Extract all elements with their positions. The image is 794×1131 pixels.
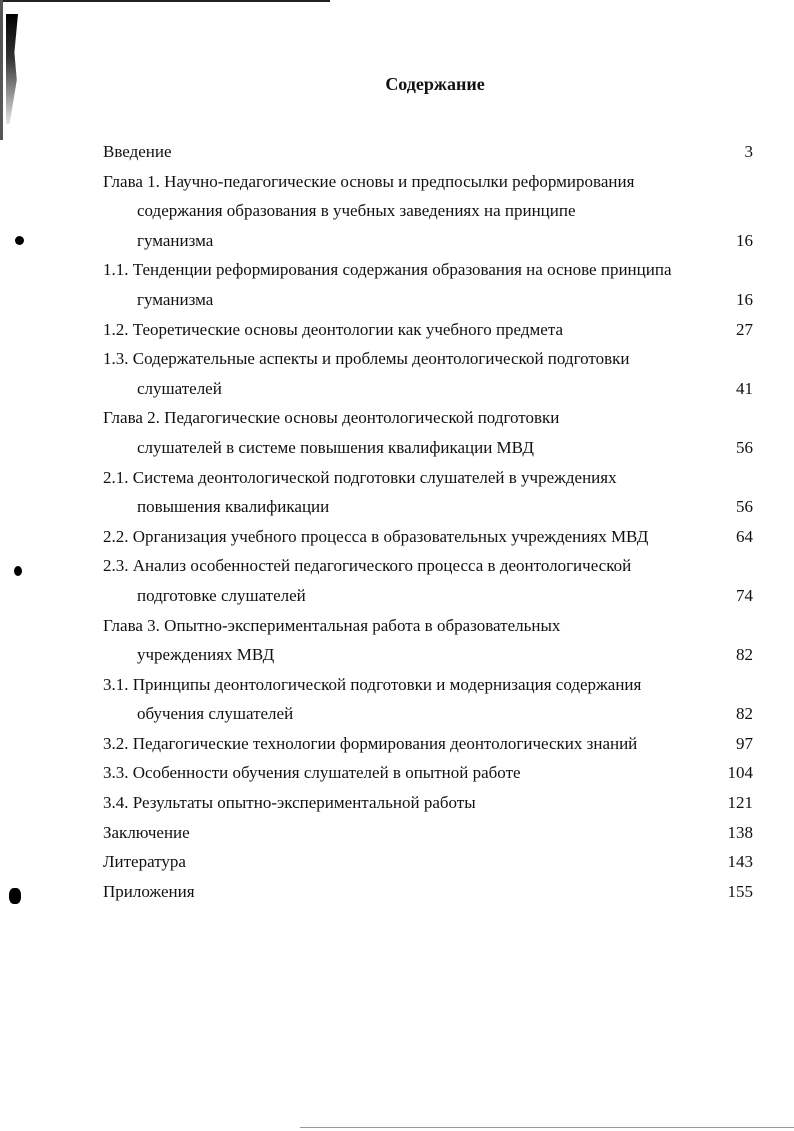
toc-entry (103, 847, 753, 877)
toc-page-number: 27 (736, 319, 753, 339)
toc-line (103, 877, 753, 907)
toc-entry-text: Литература (103, 852, 186, 872)
toc-page-number: 16 (736, 289, 753, 309)
toc-entry-text: 3.1. Принципы деонтологической подготовки и модернизация содержания (103, 674, 642, 694)
toc-page-number: 104 (727, 763, 753, 783)
scan-edge-top (0, 0, 330, 2)
toc-entry-text: 3.3. Особенности обучения слушателей в опытной работе (103, 763, 521, 783)
toc-page-number: 121 (727, 793, 753, 813)
toc-entry (103, 167, 753, 256)
toc-entry-text: Глава 2. Педагогические основы деонтологической подготовки (103, 408, 560, 428)
toc-entry-text: Глава 3. Опытно-экспериментальная работа в образовательных (103, 615, 561, 635)
toc-page-number: 56 (736, 437, 753, 457)
toc-line (103, 196, 753, 226)
toc-entry (103, 137, 753, 167)
toc-entry (103, 788, 753, 818)
toc-entry-text: 1.1. Тенденции реформирования содержания образования на основе принципа (103, 260, 672, 280)
toc-line (103, 433, 753, 463)
toc-entry-text: гуманизма (137, 230, 214, 250)
table-of-contents (103, 137, 753, 906)
toc-entry-text: содержания образования в учебных заведениях на принципе (137, 201, 576, 221)
punch-hole (15, 236, 24, 245)
toc-line (103, 344, 753, 374)
toc-line (103, 611, 753, 641)
scan-smudge (6, 14, 18, 124)
toc-entry-text: повышения квалификации (137, 497, 330, 517)
toc-entry-text: Приложения (103, 881, 195, 901)
toc-line (103, 315, 753, 345)
toc-line (103, 847, 753, 877)
toc-entry-text: 1.2. Теоретические основы деонтологии как учебного предмета (103, 319, 564, 339)
toc-entry-text: 3.4. Результаты опытно-экспериментальной работы (103, 793, 476, 813)
toc-entry-text: 3.2. Педагогические технологии формирования деонтологических знаний (103, 733, 638, 753)
toc-line (103, 551, 753, 581)
toc-page-number: 3 (744, 142, 753, 161)
toc-entry (103, 344, 753, 403)
toc-line (103, 463, 753, 493)
toc-entry (103, 611, 753, 670)
toc-page-number: 138 (727, 822, 753, 842)
toc-entry (103, 463, 753, 522)
toc-entry (103, 551, 753, 610)
toc-entry (103, 522, 753, 552)
toc-line (103, 285, 753, 315)
toc-entry-text: 2.3. Анализ особенностей педагогического процесса в деонтологической (103, 556, 632, 576)
toc-line (103, 167, 753, 197)
toc-entry (103, 877, 753, 907)
toc-line (103, 699, 753, 729)
toc-page-number: 74 (736, 585, 753, 605)
toc-entry (103, 255, 753, 314)
toc-page-number: 82 (736, 704, 753, 724)
scan-edge-left (0, 0, 3, 140)
toc-line (103, 522, 753, 552)
toc-line (103, 818, 753, 848)
toc-entry (103, 403, 753, 462)
toc-entry-text: Глава 1. Научно-педагогические основы и предпосылки реформирования (103, 171, 635, 191)
toc-line (103, 226, 753, 256)
toc-page-number: 82 (736, 645, 753, 665)
toc-page-number: 64 (736, 526, 753, 546)
toc-entry (103, 729, 753, 759)
toc-entry-text: 2.2. Организация учебного процесса в образовательных учреждениях МВД (103, 526, 649, 546)
toc-page-number: 56 (736, 497, 753, 517)
toc-line (103, 670, 753, 700)
scan-edge-bottom (300, 1127, 794, 1128)
toc-line (103, 581, 753, 611)
toc-entry-text: учреждениях МВД (137, 645, 275, 665)
toc-line (103, 255, 753, 285)
toc-entry (103, 315, 753, 345)
toc-line (103, 729, 753, 759)
toc-line (103, 788, 753, 818)
toc-line (103, 492, 753, 522)
toc-entry (103, 818, 753, 848)
toc-page-number: 16 (736, 230, 753, 250)
toc-entry-text: подготовке слушателей (137, 585, 306, 605)
toc-page-number: 41 (736, 378, 753, 398)
toc-line (103, 374, 753, 404)
toc-entry-text: 2.1. Система деонтологической подготовки слушателей в учреждениях (103, 467, 617, 487)
toc-entry-text: слушателей (137, 378, 222, 398)
toc-entry-text: Введение (103, 142, 172, 161)
page-title: Содержание (385, 74, 485, 94)
toc-entry-text: Заключение (103, 822, 190, 842)
punch-hole (9, 888, 21, 904)
toc-entry (103, 670, 753, 729)
toc-entry-text: обучения слушателей (137, 704, 294, 724)
toc-line (103, 640, 753, 670)
toc-line (103, 758, 753, 788)
toc-line (103, 403, 753, 433)
toc-entry-text: слушателей в системе повышения квалификации МВД (137, 437, 534, 457)
toc-entry-text: гуманизма (137, 289, 214, 309)
toc-page-number: 143 (727, 852, 753, 872)
toc-entry (103, 758, 753, 788)
toc-entry-text: 1.3. Содержательные аспекты и проблемы деонтологической подготовки (103, 349, 630, 369)
punch-hole (14, 566, 22, 576)
toc-page-number: 155 (727, 881, 753, 901)
toc-line (103, 137, 753, 167)
toc-page-number: 97 (736, 733, 753, 753)
